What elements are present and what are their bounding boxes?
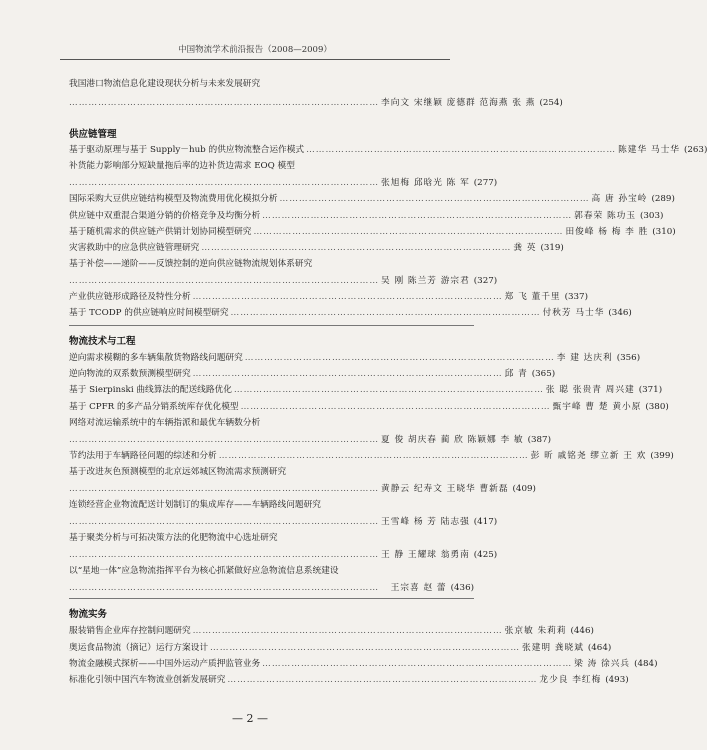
toc-entry-page: (337)	[564, 292, 588, 302]
toc-entry	[69, 290, 588, 302]
toc-entry	[69, 192, 675, 204]
toc-entry-page: (493)	[605, 675, 629, 685]
toc-entry-title: 国际采购大豆供应链结构模型及物流费用优化模拟分析	[69, 194, 278, 204]
toc-entry-authors: 张旭梅 邱晗光 陈 军	[381, 178, 470, 188]
toc-entry-page: (277)	[473, 178, 498, 188]
toc-entry-authors: 李 建 达庆利	[556, 353, 613, 363]
toc-entry-title: 产业供应链形成路径及特性分析	[69, 292, 191, 302]
dot-leader: ……………………………………………………………………………………	[69, 550, 379, 560]
dot-leader: ……………………………………………………………………………………	[192, 626, 503, 636]
toc-entry	[69, 400, 669, 412]
toc-entry-page: (327)	[473, 276, 498, 286]
dot-leader: ……………………………………………………………………………………	[253, 227, 564, 237]
toc-entry-authors-line	[69, 515, 498, 527]
toc-entry-authors: 郑 飞 董千里	[504, 292, 561, 302]
toc-entry-authors: 彭 昕 戚铭尧 缪立新 王 欢	[530, 451, 647, 461]
running-header: 中国物流学术前沿报告（2008—2009）	[178, 45, 332, 55]
section-title-supply-chain: 供应链管理	[69, 129, 117, 140]
page-number: — 2 —	[232, 712, 268, 725]
toc-entry-authors-line	[69, 274, 498, 286]
toc-entry-authors: 张京敏 朱莉莉	[504, 626, 567, 636]
toc-entry-page: (346)	[608, 308, 632, 318]
toc-entry	[69, 673, 629, 685]
toc-entry-title: 基于 Sierpinski 曲线算法的配送线路优化	[69, 385, 232, 395]
toc-entry-authors: 王宗喜 赵 蕾	[390, 583, 447, 593]
toc-entry-authors: 梁 涛 徐兴兵	[574, 659, 631, 669]
toc-entry-title: 基于改进灰色预测模型的北京远郊城区物流需求预测研究	[69, 467, 287, 477]
toc-entry	[69, 641, 612, 653]
toc-entry-title: 物流金融模式探析——中国外运动产质押监管业务	[69, 659, 261, 669]
toc-entry-title: 基于随机需求的供应链产供销计划协同模型研究	[69, 227, 252, 237]
toc-entry-page: (254)	[539, 98, 563, 108]
dot-leader: ……………………………………………………………………………………	[262, 659, 573, 669]
toc-entry	[69, 383, 663, 395]
toc-entry-page: (371)	[638, 385, 663, 395]
toc-entry-authors: 夏 俊 胡庆春 蔺 欣 陈颖娜 李 敏	[381, 435, 524, 445]
toc-entry-title: 标准化引领中国汽车物流业创新发展研究	[69, 675, 226, 685]
toc-entry-authors: 张 聪 张贵青 周兴建	[545, 385, 635, 395]
dot-leader: ……………………………………………………………………………………	[262, 211, 573, 221]
section-title-logistics-practice: 物流实务	[69, 609, 108, 620]
toc-entry	[69, 449, 674, 461]
toc-entry-title: 基于 CPFR 的多产品分销系统库存优化模型	[69, 402, 239, 412]
toc-entry-authors: 高 唐 孙宝岭	[591, 194, 648, 204]
dot-leader: ……………………………………………………………………………………	[279, 194, 590, 204]
toc-entry-page: (409)	[512, 484, 536, 494]
toc-entry-authors: 张建明 龚晓斌	[522, 643, 584, 653]
toc-entry	[69, 225, 676, 237]
toc-entry-page: (263)	[683, 145, 707, 155]
toc-entry-title: 奥运食品物流（摘记）运行方案设计	[69, 643, 208, 653]
dot-leader: ……………………………………………………………………………………	[69, 517, 379, 527]
toc-entry-page: (289)	[651, 194, 675, 204]
toc-entry-authors: 付秋芳 马士华	[542, 308, 605, 318]
toc-entry-authors: 王 静 王耀球 翁勇南	[381, 550, 470, 560]
toc-entry-title: 基于驱动原理与基于 Supply－hub 的供应物流整合运作模式	[69, 145, 305, 155]
toc-entry	[69, 209, 664, 221]
toc-entry-title: 网络对流运输系统中的车辆指派和最优车辆数分析	[69, 418, 261, 428]
toc-entry-page: (436)	[450, 583, 474, 593]
toc-entry-page: (380)	[645, 402, 669, 412]
toc-entry-page: (319)	[540, 243, 564, 253]
dot-leader: ……………………………………………………………………………………	[69, 178, 379, 188]
section-divider	[69, 325, 474, 326]
toc-entry-title: 以“星地一体”应急物流指挥平台为核心抓紧做好应急物流信息系统建设	[69, 566, 339, 576]
toc-entry-authors-line	[69, 176, 498, 188]
dot-leader: ……………………………………………………………………………………	[192, 292, 503, 302]
toc-entry-authors: 黄静云 纪寿文 王晓华 曹新磊	[381, 484, 509, 494]
dot-leader: ……………………………………………………………………………………	[69, 98, 379, 108]
toc-entry-title: 补货能力影响部分短缺量拖后率的边补货边需求 EOQ 模型	[69, 161, 295, 171]
dot-leader: ……………………………………………………………………………………	[192, 369, 503, 379]
toc-entry-authors-line	[69, 96, 563, 108]
toc-entry-title: 服装销售企业库存控制问题研究	[69, 626, 191, 636]
dot-leader: ……………………………………………………………………………………	[227, 675, 538, 685]
toc-entry-authors-line	[69, 482, 536, 494]
toc-entry-authors-line	[69, 581, 474, 593]
toc-entry-authors: 陈建华 马士华	[618, 145, 680, 155]
toc-entry-page: (399)	[650, 451, 674, 461]
dot-leader: ……………………………………………………………………………………	[69, 484, 379, 494]
toc-entry-page: (310)	[652, 227, 676, 237]
toc-entry-title: 连锁经营企业物流配送计划制订的集成库存——车辆路线问题研究	[69, 500, 321, 510]
toc-entry	[69, 367, 556, 379]
toc-entry	[69, 351, 641, 363]
toc-entry-authors-line	[69, 433, 551, 445]
toc-entry-title: 灾害救助中的应急供应链管理研究	[69, 243, 200, 253]
header-rule	[60, 59, 450, 60]
toc-entry-page: (356)	[616, 353, 641, 363]
toc-entry-title: 逆向需求模糊的多车辆集散货物路线问题研究	[69, 353, 243, 363]
toc-entry	[69, 241, 564, 253]
toc-entry-page: (446)	[570, 626, 594, 636]
section-title-logistics-tech: 物流技术与工程	[69, 336, 136, 347]
dot-leader: ……………………………………………………………………………………	[233, 385, 544, 395]
toc-entry-page: (464)	[587, 643, 612, 653]
dot-leader: ……………………………………………………………………………………	[306, 145, 617, 155]
toc-entry-title: 基于聚类分析与可拓决策方法的化肥物流中心选址研究	[69, 533, 278, 543]
dot-leader: ……………………………………………………………………………………	[244, 353, 555, 363]
toc-entry-page: (365)	[531, 369, 556, 379]
dot-leader: ……………………………………………………………………………………	[240, 402, 551, 412]
section-divider	[69, 598, 474, 599]
dot-leader: ……………………………………………………………………………………	[69, 583, 379, 593]
toc-entry-title: 我国港口物流信息化建设现状分析与未来发展研究	[69, 79, 261, 89]
dot-leader: ……………………………………………………………………………………	[69, 276, 379, 286]
dot-leader: ……………………………………………………………………………………	[218, 451, 529, 461]
toc-entry-page: (425)	[473, 550, 498, 560]
dot-leader: ……………………………………………………………………………………	[230, 308, 541, 318]
toc-entry-title: 节约法用于车辆路径问题的综述和分析	[69, 451, 217, 461]
toc-entry	[69, 657, 658, 669]
toc-entry	[69, 624, 594, 636]
toc-entry-title: 供应链中双重混合渠道分销的价格竞争及均衡分析	[69, 211, 261, 221]
toc-entry	[69, 143, 707, 155]
toc-entry-authors: 龙少良 李红梅	[539, 675, 602, 685]
toc-entry-authors: 李向文 宋继颖 庞德群 范海燕 张 燕	[381, 98, 536, 108]
toc-entry	[69, 306, 632, 318]
toc-entry-authors: 郭春荣 陈功玉	[574, 211, 637, 221]
toc-entry-authors: 甄宇峰 曹 楚 黄小原	[552, 402, 642, 412]
toc-entry-page: (303)	[640, 211, 664, 221]
toc-entry-authors: 龚 英	[513, 243, 537, 253]
toc-entry-title: 基于 TCODP 的供应链响应时间模型研究	[69, 308, 229, 318]
toc-entry-authors: 王雪峰 杨 芳 陆志强	[381, 517, 470, 527]
toc-entry-authors: 田俊峰 杨 梅 李 胜	[565, 227, 649, 237]
toc-entry-title: 基于补偿——递阶——反馈控制的逆向供应链物流规划体系研究	[69, 259, 313, 269]
dot-leader: ……………………………………………………………………………………	[210, 643, 520, 653]
toc-entry-title: 逆向物流的双系数预测模型研究	[69, 369, 191, 379]
toc-entry-authors: 吴 刚 陈兰芳 游宗君	[381, 276, 470, 286]
toc-entry-authors-line	[69, 548, 498, 560]
toc-entry-page: (387)	[527, 435, 551, 445]
toc-entry-page: (417)	[473, 517, 498, 527]
dot-leader: ……………………………………………………………………………………	[201, 243, 512, 253]
dot-leader: ……………………………………………………………………………………	[69, 435, 379, 445]
toc-entry-page: (484)	[634, 659, 658, 669]
toc-entry-authors: 邱 青	[504, 369, 528, 379]
